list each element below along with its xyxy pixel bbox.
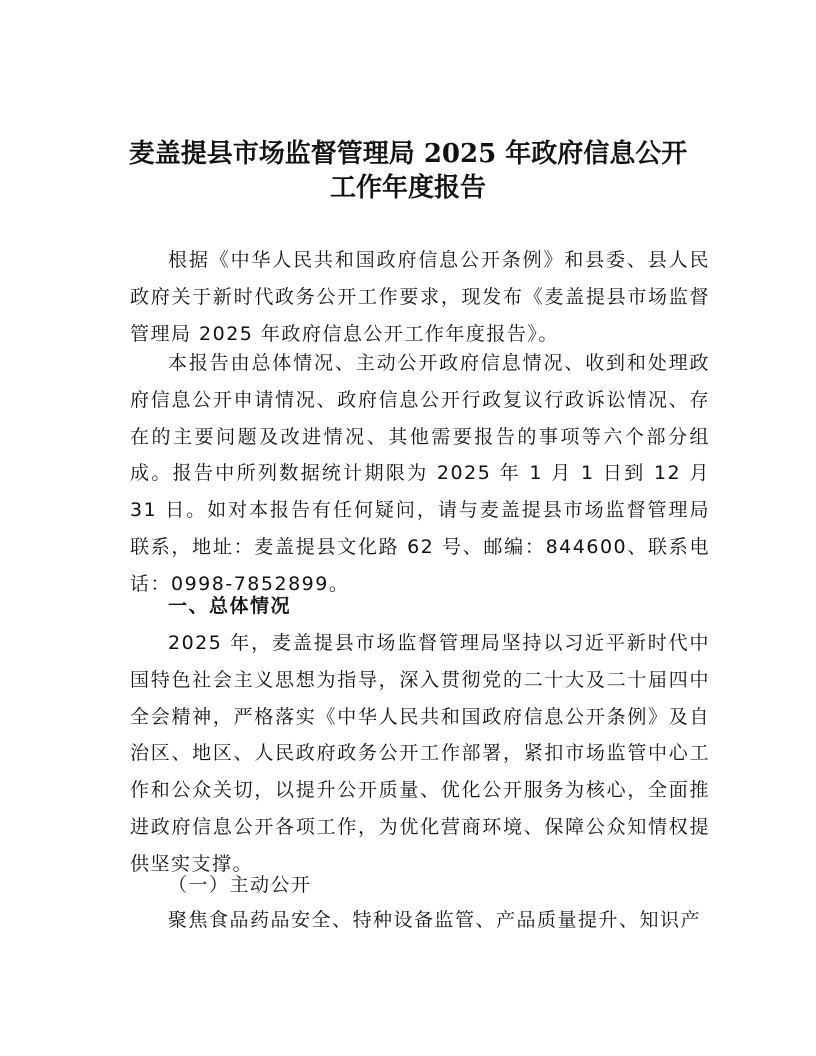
section-heading-overall: 一、总体情况 xyxy=(168,595,292,617)
intro-paragraph: 根据《中华人民共和国政府信息公开条例》和县委、县人民政府关于新时代政务公开工作要求，现发布《麦盖提县市场监督管理局 2025 年政府信息公开工作年度报告》。 xyxy=(130,249,710,345)
document-title-line-2: 工作年度报告 xyxy=(329,173,486,203)
subsection-heading-proactive-disclosure: （一）主动公开 xyxy=(168,874,312,896)
section-overall-paragraph: 2025 年，麦盖提县市场监督管理局坚持以习近平新时代中国特色社会主义思想为指导，深入贯彻党的二十大及二十届四中全会精神，严格落实《中华人民共和国政府信息公开条例》及自治区、地区、人民政府政务公开工作部署，紧扣市场监管中心工作和公众关切，以提升公开质量、优化公开服务为核心，全面推进政府信息公开各项工作，为优化营商环境、保障公众知情权提供坚实支撑。 xyxy=(130,632,710,875)
document-title-line-1: 麦盖提县市场监督管理局 2025 年政府信息公开 xyxy=(128,139,688,169)
scope-paragraph: 本报告由总体情况、主动公开政府信息情况、收到和处理政府信息公开申请情况、政府信息公开行政复议行政诉讼情况、存在的主要问题及改进情况、其他需要报告的事项等六个部分组成。报告中所列数据统计期限为 2025 年 1 月 1 日到 12 月 31 日。如对本报告有任何疑问，请与麦盖提县市场监督管理局联系，地址：麦盖提县文化路 62 号、邮编：844600、联系电话：0998-7852899。 xyxy=(130,352,710,595)
subsection-proactive-disclosure-paragraph: 聚焦食品药品安全、特种设备监管、产品质量提升、知识产 xyxy=(168,909,702,931)
